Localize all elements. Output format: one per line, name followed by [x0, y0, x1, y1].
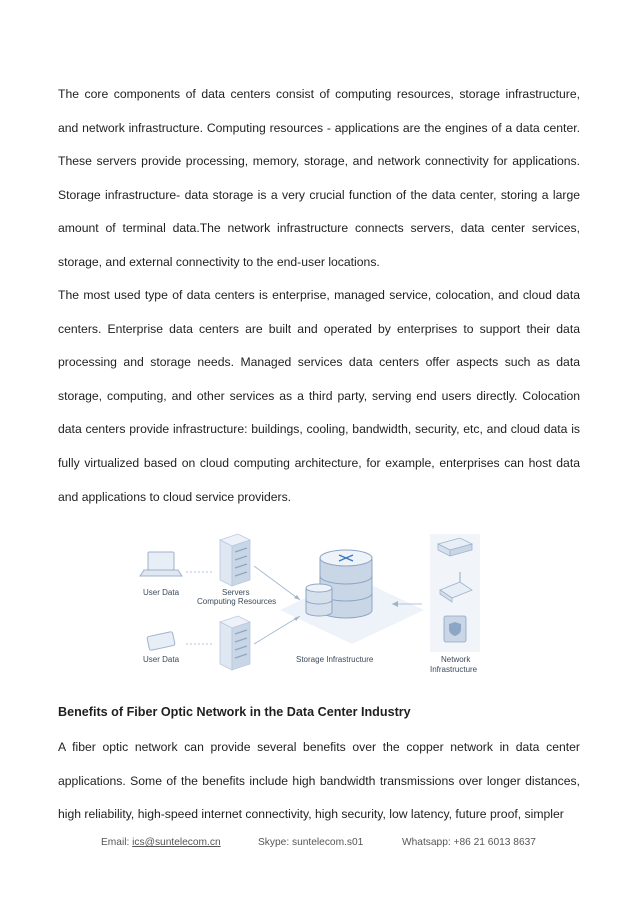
label-user-data-bottom: User Data: [143, 655, 180, 664]
server-rack-icon-top: [220, 534, 250, 586]
data-center-diagram: [130, 532, 490, 682]
paragraph-types: The most used type of data centers is enterprise, managed service, colocation, and cloud data centers. Enterprise data centers are built and operated by enterprises to support their data processing and storage needs. Managed services data centers offer aspects such as data storage, computing, and other services as a third party, serving end users directly. Colocation data centers provide infrastructure: buildings, cooling, bandwidth, security, etc, and cloud data is fully virtualized based on cloud computing architecture, for example, enterprises can host data and applications to cloud service providers.: [58, 288, 580, 504]
network-panel: [430, 534, 480, 652]
footer-whatsapp: Whatsapp: +86 21 6013 8637: [402, 837, 536, 848]
footer-email-link[interactable]: ics@suntelecom.cn: [132, 837, 221, 848]
paragraph-components: The core components of data centers consist of computing resources, storage infrastructure, and network infrastructure. Computing resources - applications are the engines of a data center. These servers provide processing, memory, storage, and network connectivity for applications. Storage infrastructure- data storage is a very crucial function of the data center, storing a large amount of terminal data.The network infrastructure connects servers, data center services, storage, and external connectivity to the end-user locations.: [58, 87, 580, 269]
label-network: Network: [441, 655, 471, 664]
label-user-data-top: User Data: [143, 588, 180, 597]
paragraph-benefits: A fiber optic network can provide several benefits over the copper network in data center applications. Some of the benefits include high bandwidth transmissions over longer distances, high reliability, high-speed internet connectivity, high security, low latency, future proof, simpler: [58, 740, 580, 822]
footer-email: [101, 836, 221, 850]
database-icon: [306, 550, 372, 618]
footer-skype: Skype: suntelecom.s01: [258, 837, 364, 848]
label-computing-resources: Computing Resources: [197, 597, 277, 606]
section-heading: Benefits of Fiber Optic Network in the Data Center Industry: [58, 705, 411, 719]
firewall-shield-icon: [444, 616, 466, 642]
laptop-icon: [140, 552, 182, 576]
label-infrastructure: Infrastructure: [430, 665, 478, 674]
footer-email-label: Email:: [101, 837, 130, 848]
label-servers: Servers: [222, 588, 250, 597]
phone-icon: [147, 631, 175, 650]
label-storage-infrastructure: Storage Infrastructure: [296, 655, 374, 664]
server-rack-icon-bottom: [220, 616, 250, 670]
